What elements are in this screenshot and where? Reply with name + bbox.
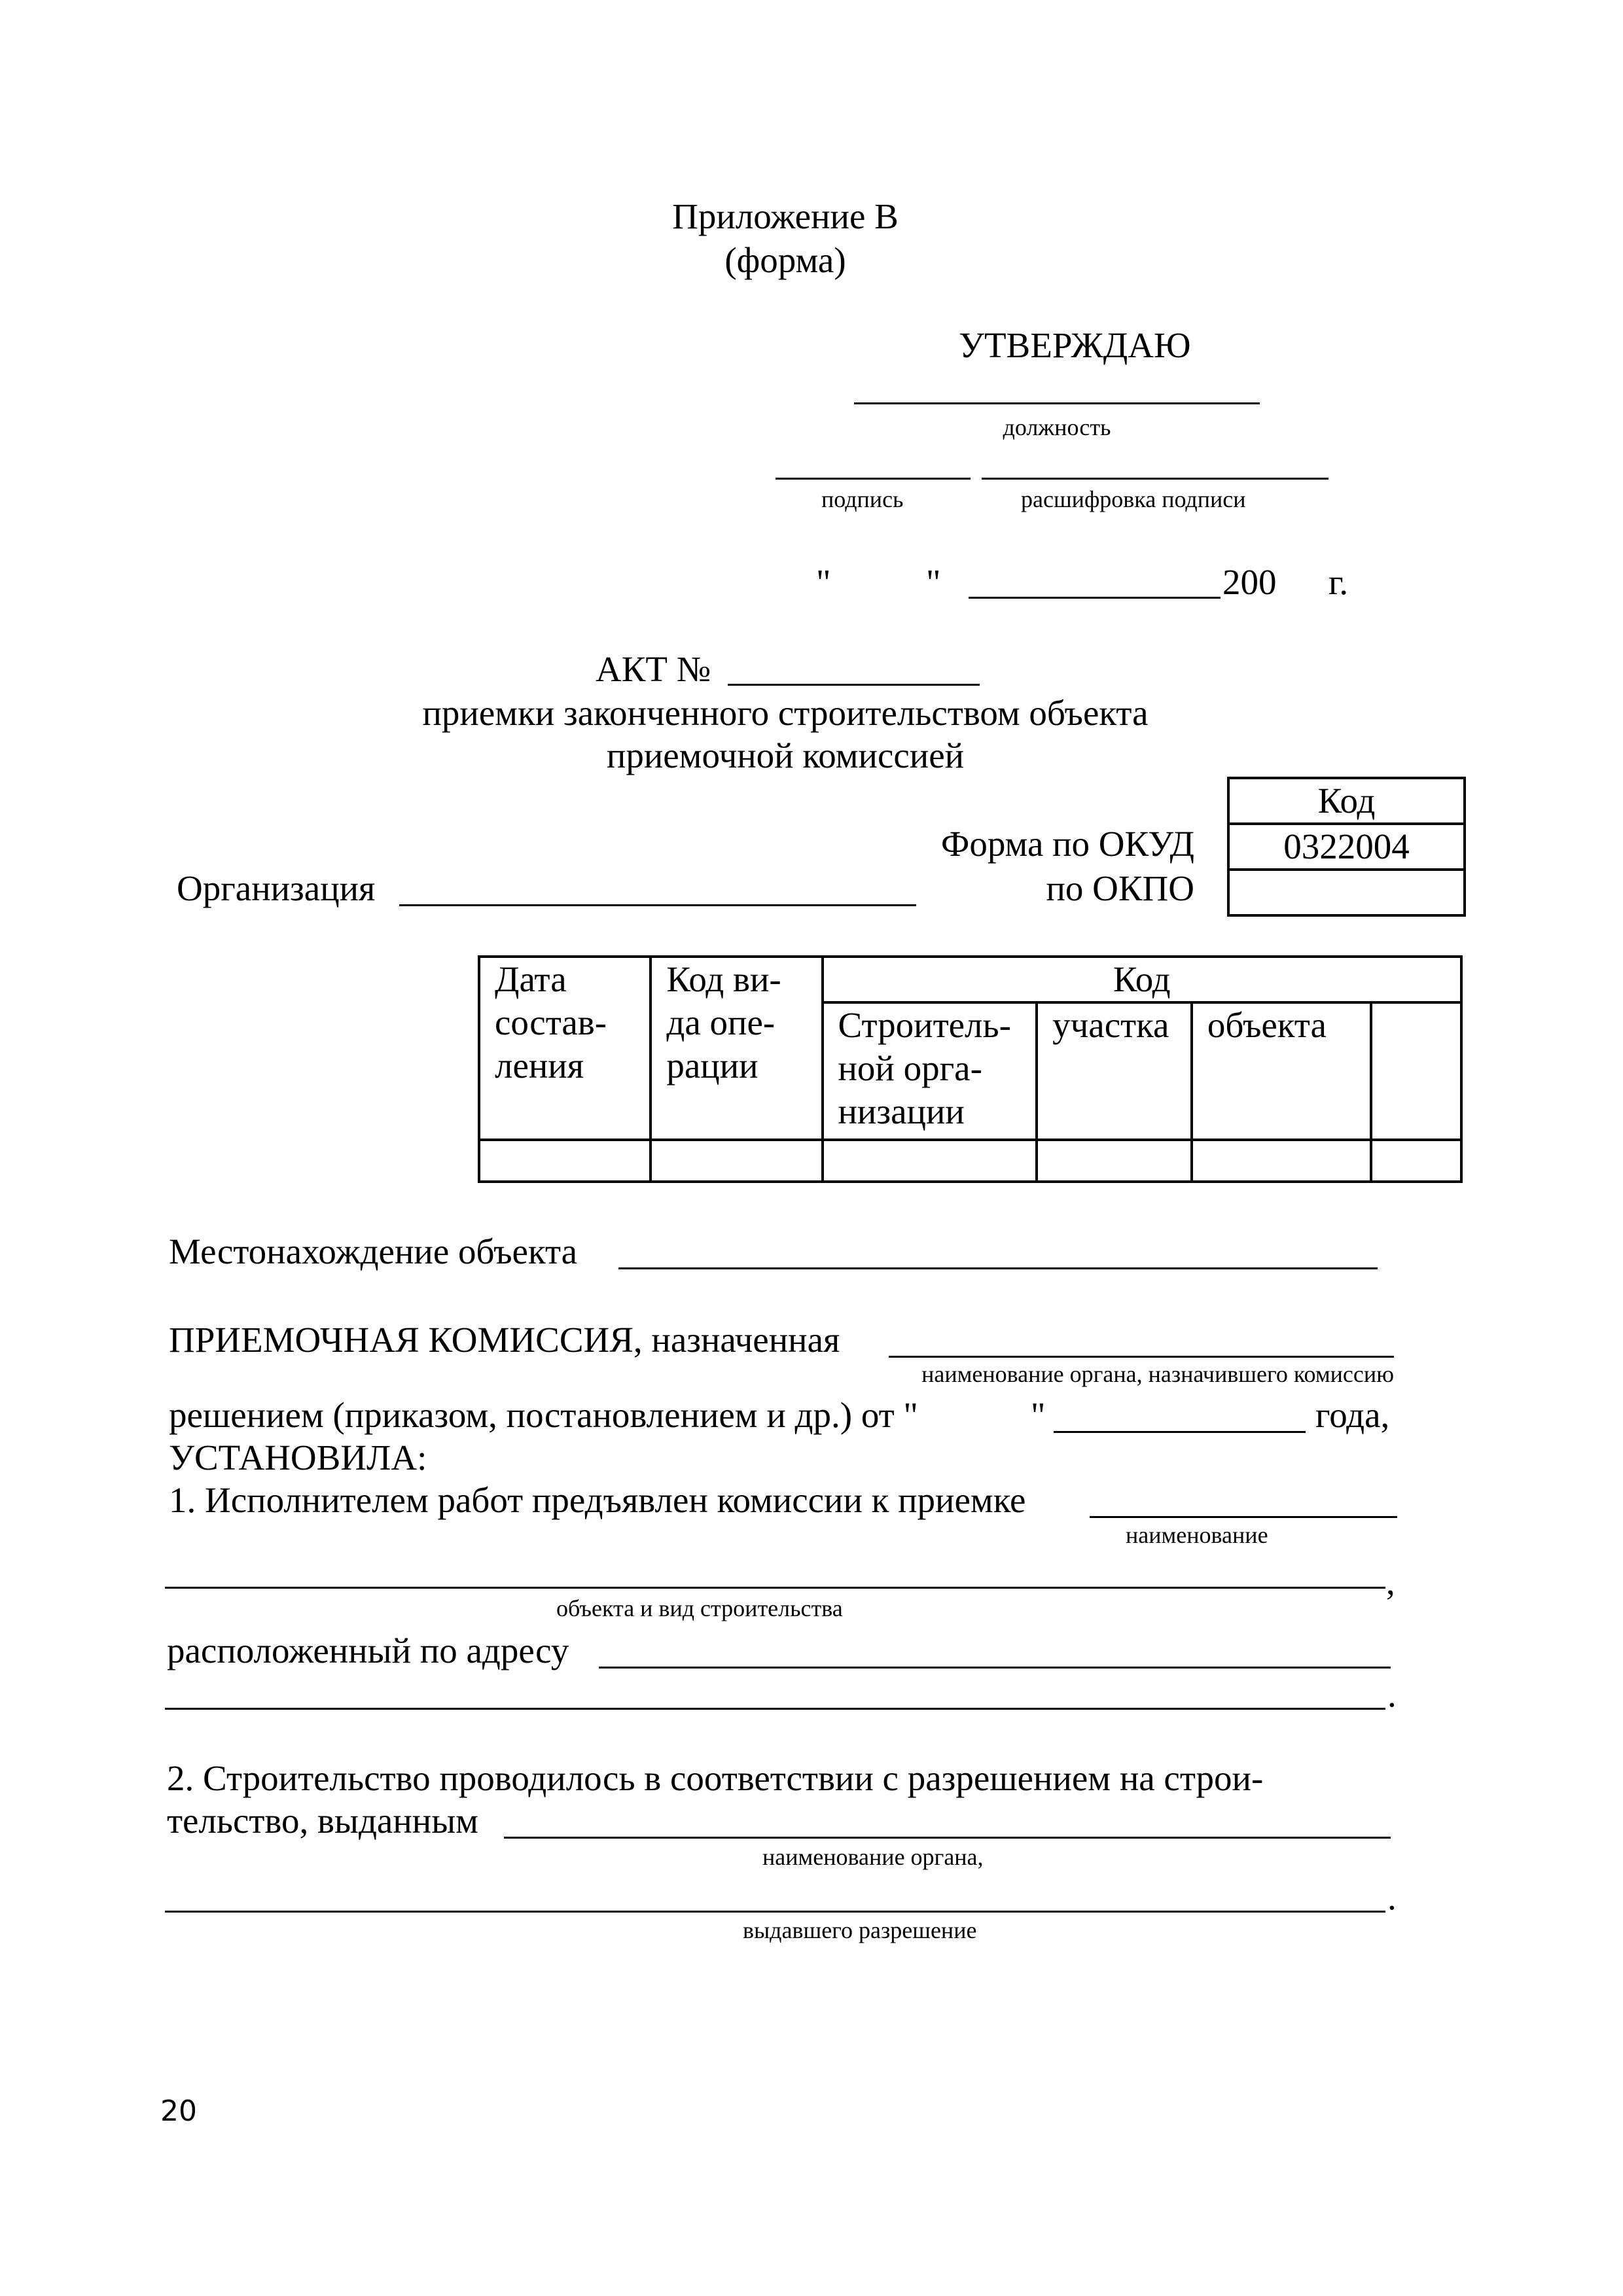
address-line[interactable] — [599, 1667, 1391, 1669]
col-date-line3: ления — [495, 1046, 584, 1086]
act-number-label: АКТ № — [596, 649, 711, 689]
item1-line[interactable] — [1090, 1516, 1397, 1518]
approve-heading: УТВЕРЖДАЮ — [959, 325, 1191, 365]
item1-object-line[interactable] — [165, 1587, 1385, 1589]
form-note: (форма) — [724, 240, 846, 280]
date-quote-close: " — [926, 562, 941, 602]
section-value-cell[interactable] — [1037, 1140, 1192, 1182]
col-operation-line2: да опе- — [666, 1002, 776, 1042]
col-date-line1: Дата — [495, 959, 567, 999]
item2-caption1: наименование органа, — [762, 1844, 984, 1870]
col-object-header: объекта — [1192, 1002, 1371, 1140]
signature-decoding-line[interactable] — [982, 478, 1329, 480]
signature-line[interactable] — [776, 478, 971, 480]
date-month-line[interactable] — [969, 597, 1221, 599]
organization-label: Организация — [177, 868, 376, 908]
codes-table — [478, 955, 1463, 1183]
address-line2[interactable] — [165, 1708, 1385, 1710]
item1-text: 1. Исполнителем работ предъявлен комиссии к приемке — [169, 1480, 1026, 1520]
act-title-line2: приемочной комиссией — [606, 735, 965, 775]
decision-quote-close: " — [1031, 1395, 1046, 1435]
act-title-line1: приемки законченного строительством объекта — [422, 693, 1149, 733]
position-line[interactable] — [854, 402, 1260, 404]
signature-decoding-caption: расшифровка подписи — [1021, 486, 1246, 512]
address-period: . — [1387, 1674, 1397, 1714]
col-operation-line1: Код ви- — [666, 959, 781, 999]
act-number-line[interactable] — [728, 684, 980, 686]
code-box — [1227, 777, 1466, 917]
established-heading: УСТАНОВИЛА: — [169, 1438, 427, 1477]
position-caption: должность — [1003, 414, 1111, 440]
signature-caption: подпись — [821, 486, 904, 512]
col-extra-header — [1371, 1002, 1461, 1140]
code-group-header: Код — [823, 957, 1462, 1002]
location-label: Местонахождение объекта — [169, 1231, 578, 1271]
page-number: 20 — [160, 2094, 197, 2128]
date-value-cell[interactable] — [479, 1140, 651, 1182]
col-date-line2: состав- — [495, 1002, 607, 1042]
organization-line[interactable] — [399, 904, 916, 906]
item2-line2: тельство, выданным — [167, 1801, 478, 1841]
col-operation-line3: рации — [666, 1046, 758, 1086]
okud-label: Форма по ОКУД — [940, 824, 1194, 864]
okpo-label: по ОКПО — [1046, 868, 1194, 908]
object-value-cell[interactable] — [1192, 1140, 1371, 1182]
item2-period: . — [1387, 1877, 1397, 1917]
decision-text: решением (приказом, постановлением и др.) от " — [169, 1395, 918, 1435]
okpo-value[interactable] — [1228, 870, 1465, 915]
location-line[interactable] — [618, 1267, 1378, 1269]
item2-line2-field[interactable] — [165, 1911, 1385, 1913]
construction-org-value-cell[interactable] — [823, 1140, 1037, 1182]
extra-value-cell[interactable] — [1371, 1140, 1461, 1182]
col-construction-org-line1: Строитель- — [838, 1005, 1011, 1045]
col-section-header: участка — [1037, 1002, 1192, 1140]
okud-value[interactable]: 0322004 — [1228, 824, 1465, 870]
item2-line1: 2. Строительство проводилось в соответствии с разрешением на строи- — [167, 1758, 1264, 1798]
item2-line[interactable] — [504, 1837, 1391, 1839]
col-operation-header — [651, 957, 822, 1140]
col-date-header — [479, 957, 651, 1140]
operation-value-cell[interactable] — [651, 1140, 822, 1182]
date-year-suffix: г. — [1329, 562, 1349, 602]
appendix-label: Приложение В — [672, 196, 899, 236]
decision-year: года, — [1315, 1395, 1390, 1435]
code-box-header: Код — [1228, 778, 1465, 824]
commission-label: ПРИЕМОЧНАЯ КОМИССИЯ, назначенная — [169, 1320, 840, 1360]
date-quote-open: " — [816, 562, 831, 602]
commission-line[interactable] — [889, 1356, 1394, 1358]
commission-caption: наименование органа, назначившего комиссию — [921, 1361, 1394, 1387]
item1-comma: , — [1386, 1562, 1395, 1602]
col-construction-org-line3: низации — [838, 1091, 965, 1131]
col-construction-org-header — [823, 1002, 1037, 1140]
item2-caption2: выдавшего разрешение — [743, 1917, 977, 1943]
col-construction-org-line2: ной орга- — [838, 1048, 982, 1088]
date-year-prefix: 200 — [1222, 562, 1277, 602]
item1-caption2: объекта и вид строительства — [556, 1595, 843, 1621]
item1-caption: наименование — [1126, 1522, 1268, 1548]
address-label: расположенный по адресу — [167, 1631, 569, 1670]
decision-date-line[interactable] — [1054, 1431, 1306, 1433]
